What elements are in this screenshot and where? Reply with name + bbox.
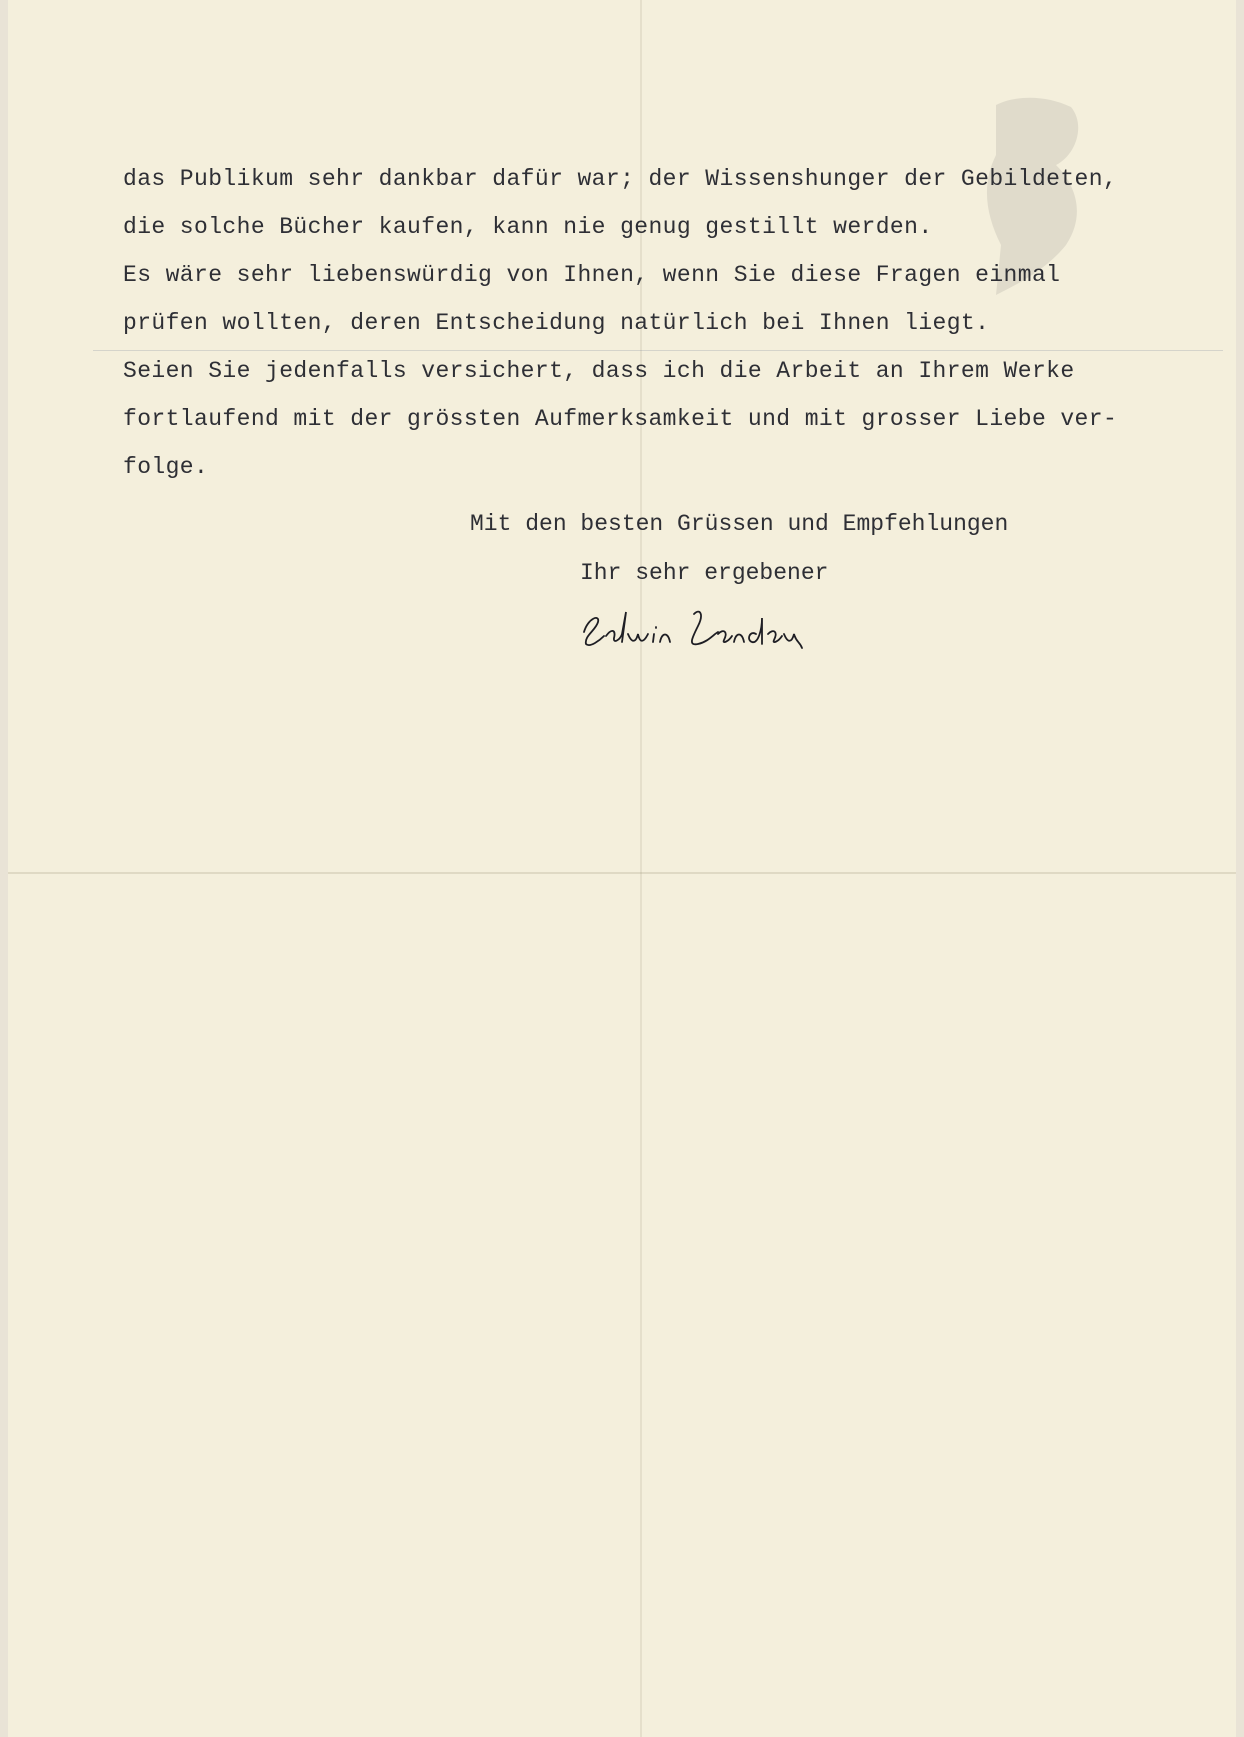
letter-page [8, 0, 1236, 1737]
body-line: Seien Sie jedenfalls versichert, dass ich die Arbeit an Ihrem Werke [123, 358, 1075, 384]
closing-salutation: Mit den besten Grüssen und Empfehlungen [470, 511, 1009, 537]
body-line: folge. [123, 454, 209, 480]
body-line: fortlaufend mit der grössten Aufmerksamkeit und mit grosser Liebe ver- [123, 406, 1118, 432]
body-line: das Publikum sehr dankbar dafür war; der Wissenshunger der Gebildeten, [123, 166, 1118, 192]
body-line: die solche Bücher kaufen, kann nie genug gestillt werden. [123, 214, 933, 240]
reverse-side-text-show-through [138, 555, 1148, 1535]
valediction: Ihr sehr ergebener [580, 560, 829, 586]
letter-body [123, 155, 1203, 491]
handwritten-signature [576, 600, 806, 655]
body-line: Es wäre sehr liebenswürdig von Ihnen, wenn Sie diese Fragen einmal [123, 262, 1061, 288]
body-line: prüfen wollten, deren Entscheidung natürlich bei Ihnen liegt. [123, 310, 990, 336]
